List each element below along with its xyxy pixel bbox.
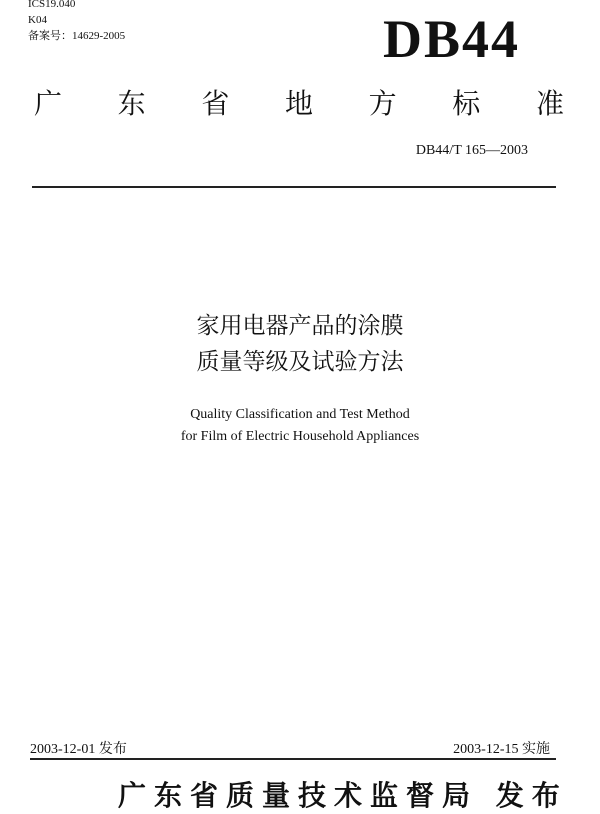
top-divider (32, 186, 556, 188)
issuer-char: 省 (201, 87, 230, 120)
chinese-title-line: 家用电器产品的涂膜 (196, 313, 404, 339)
issuer-char: 标 (452, 87, 481, 120)
issuer-char: 准 (535, 87, 564, 120)
standard-number: DB44/T 165—2003 (415, 143, 528, 158)
ics-code: ICS19.040 (28, 0, 76, 10)
bottom-divider (30, 758, 556, 760)
english-title-line: for Film of Electric Household Appliances (180, 429, 420, 444)
issuer-heading (34, 82, 564, 122)
issuer-char: 方 (368, 87, 397, 120)
publish-date: 2003-12-01 发布 (30, 742, 127, 757)
english-title (0, 404, 600, 448)
chinese-title-line: 质量等级及试验方法 (196, 349, 404, 375)
chinese-title (0, 308, 600, 380)
ccs-code: K04 (28, 14, 47, 26)
classification-block (28, 0, 125, 44)
english-title-line: Quality Classification and Test Method (190, 407, 410, 422)
issuer-char: 地 (284, 87, 313, 120)
issuing-department: 广东省质量技术监督局 发布 (118, 779, 568, 812)
filing-number: 备案号：14629-2005 (28, 30, 126, 42)
issuer-char: 东 (117, 87, 146, 120)
effective-date: 2003-12-15 实施 (453, 742, 550, 757)
issuer-char: 广 (34, 87, 63, 120)
standard-code-badge: DB44 (382, 9, 520, 69)
